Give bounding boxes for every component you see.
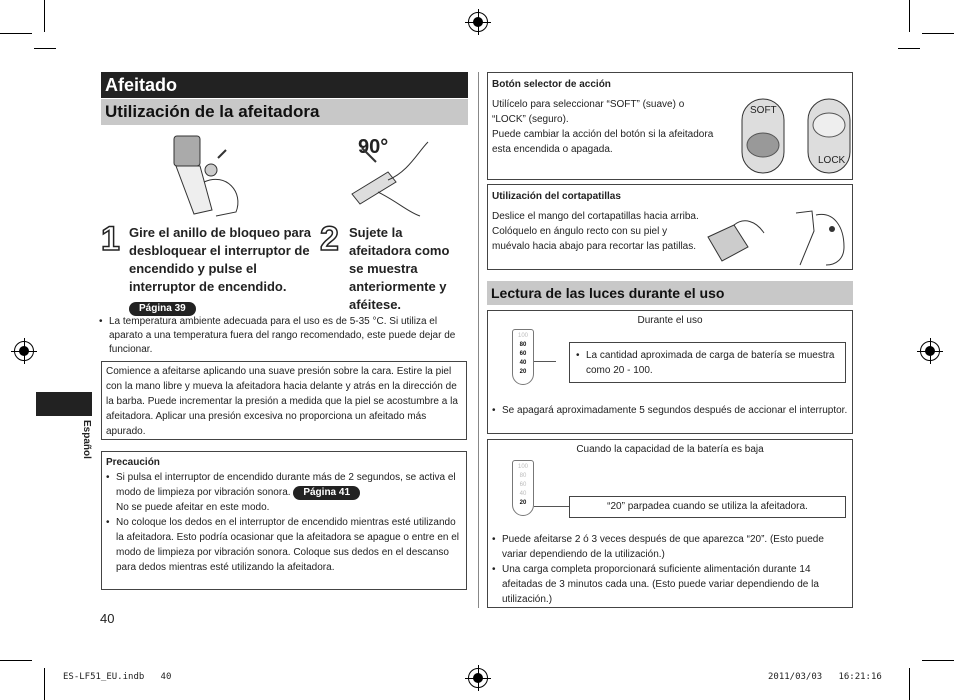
low-battery-title: Cuando la capacidad de la batería es baja	[576, 444, 764, 455]
selector-box	[487, 72, 853, 180]
trimmer-text: Deslice el mango del cortapatillas hacia arriba. Colóquelo en ángulo recto con su piel y muévalo hacia abajo para recortar las patillas.	[492, 211, 699, 252]
shaving-info-box	[101, 361, 467, 440]
meter-level: 20	[519, 500, 527, 506]
caution-item: • No coloque los dedos en el interruptor de encendido mientras esté utilizando la afeitadora. Esto podría ocasionar que la afeitadora se apague o entre en el modo de limpieza por vibración sonora. Coloque sus dedos en el descanso para dedos mientras esté utilizando la afeitadora.	[106, 515, 462, 575]
crop-mark	[909, 0, 910, 32]
step-1-page-ref[interactable]	[129, 298, 196, 316]
crop-mark	[44, 0, 45, 32]
low-battery-box	[487, 439, 853, 608]
side-tab	[36, 392, 92, 416]
during-use-callout-text: • La cantidad aproximada de carga de batería se muestra como 20 - 100.	[576, 348, 839, 378]
caution-box	[101, 451, 467, 590]
angle-label: 90°	[358, 136, 389, 158]
shaving-info-text: Comience a afeitarse aplicando una suave presión sobre la cara. Estire la piel con la mano libre y mueva la afeitadora hacia delante y atrás en la dirección de la barba. Puede incrementar la presión a medida que la piel se acostumbre a la afeitadora. Aplicar una presión excesiva no proporciona un afeitado más apurado.	[106, 366, 458, 437]
callout-line	[534, 506, 570, 507]
selector-text-1: Utilícelo para seleccionar “SOFT” (suave) o “LOCK” (seguro).	[492, 99, 685, 125]
selector-title: Botón selector de acción	[492, 79, 611, 90]
side-tab-label: Español	[81, 420, 92, 459]
subsection-title: Utilización de la afeitadora	[101, 99, 468, 125]
temperature-note	[99, 315, 467, 357]
during-use-box	[487, 310, 853, 434]
crop-mark	[0, 660, 32, 661]
meter-level: 80	[519, 342, 527, 348]
during-use-title: Durante el uso	[637, 315, 703, 326]
step-2-text: Sujete la afeitadora como se muestra anteriormente y aféitese.	[349, 225, 450, 312]
during-use-callout	[569, 342, 846, 383]
meter-level: 40	[519, 360, 527, 366]
low-battery-note: • Una carga completa proporcionará suficiente alimentación durante 14 afeitadas de 3 minutos cada una. (Esto puede variar dependiendo de la utilización.)	[492, 562, 848, 607]
trimmer-title: Utilización del cortapatillas	[492, 191, 621, 202]
footer-timestamp: 2011/03/03 16:21:16	[768, 672, 882, 682]
low-battery-notes	[492, 532, 848, 607]
shaver-unlock-illustration	[166, 132, 256, 218]
battery-meter-low	[512, 460, 534, 516]
shaver-hold-illustration	[348, 132, 440, 218]
caution-list	[106, 470, 462, 575]
registration-mark	[468, 12, 488, 32]
registration-mark	[14, 341, 34, 361]
crop-mark	[44, 668, 45, 700]
trimmer-box	[487, 184, 853, 270]
meter-level: 40	[519, 491, 527, 497]
section-title: Afeitado	[101, 72, 468, 98]
page-ref-badge[interactable]: Página 41	[293, 486, 360, 500]
temperature-note-text: • La temperatura ambiente adecuada para el uso es de 5-35 °C. Si utiliza el aparato a una temperatura fuera del rango recomendado, este puede dejar de funcionar.	[99, 315, 467, 357]
battery-meter-full	[512, 329, 534, 385]
crop-mark	[34, 48, 56, 49]
during-use-note	[492, 403, 848, 418]
step-1-text: Gire el anillo de bloqueo para desbloquear el interruptor de encendido y pulse el interruptor de encendido.	[129, 225, 312, 294]
page-ref-badge[interactable]: Página 39	[129, 302, 196, 316]
selector-text-2: Puede cambiar la acción del botón si la afeitadora esta encendida o apagada.	[492, 129, 714, 155]
meter-level: 60	[519, 482, 527, 488]
trimmer-illustration	[704, 207, 852, 269]
low-battery-callout: “20” parpadea cuando se utiliza la afeitadora.	[569, 496, 846, 518]
crop-mark	[0, 33, 32, 34]
low-battery-note: • Puede afeitarse 2 ó 3 veces después de que aparezca “20”. (Esto puede variar dependiendo de la utilización.)	[492, 532, 848, 562]
callout-line	[534, 361, 556, 362]
meter-level: 100	[517, 464, 528, 470]
registration-mark	[920, 341, 940, 361]
caution-item-text: Si pulsa el interruptor de encendido durante más de 2 segundos, se activa el modo de limpieza por vibración sonora.	[116, 472, 456, 498]
meter-level: 100	[517, 333, 528, 339]
meter-level: 20	[519, 369, 527, 375]
crop-mark	[922, 660, 954, 661]
crop-mark	[922, 33, 954, 34]
column-divider	[478, 72, 479, 608]
soft-label: SOFT	[750, 105, 777, 116]
registration-mark	[468, 668, 488, 688]
lights-title: Lectura de las luces durante el uso	[487, 281, 853, 305]
meter-level: 60	[519, 351, 527, 357]
caution-title: Precaución	[106, 457, 160, 468]
step-2-number: 2	[320, 220, 339, 258]
crop-mark	[898, 48, 920, 49]
step-1-number: 1	[101, 220, 120, 258]
caution-item-extra: No se puede afeitar en este modo.	[116, 502, 270, 513]
footer-file: ES-LF51_EU.indb 40	[63, 672, 172, 682]
caution-item	[106, 470, 462, 515]
selector-text	[492, 97, 717, 157]
lock-label: LOCK	[818, 155, 846, 166]
meter-level: 80	[519, 473, 527, 479]
crop-mark	[909, 668, 910, 700]
during-use-note-text: • Se apagará aproximadamente 5 segundos después de accionar el interruptor.	[492, 403, 848, 418]
page-number: 40	[100, 611, 115, 626]
